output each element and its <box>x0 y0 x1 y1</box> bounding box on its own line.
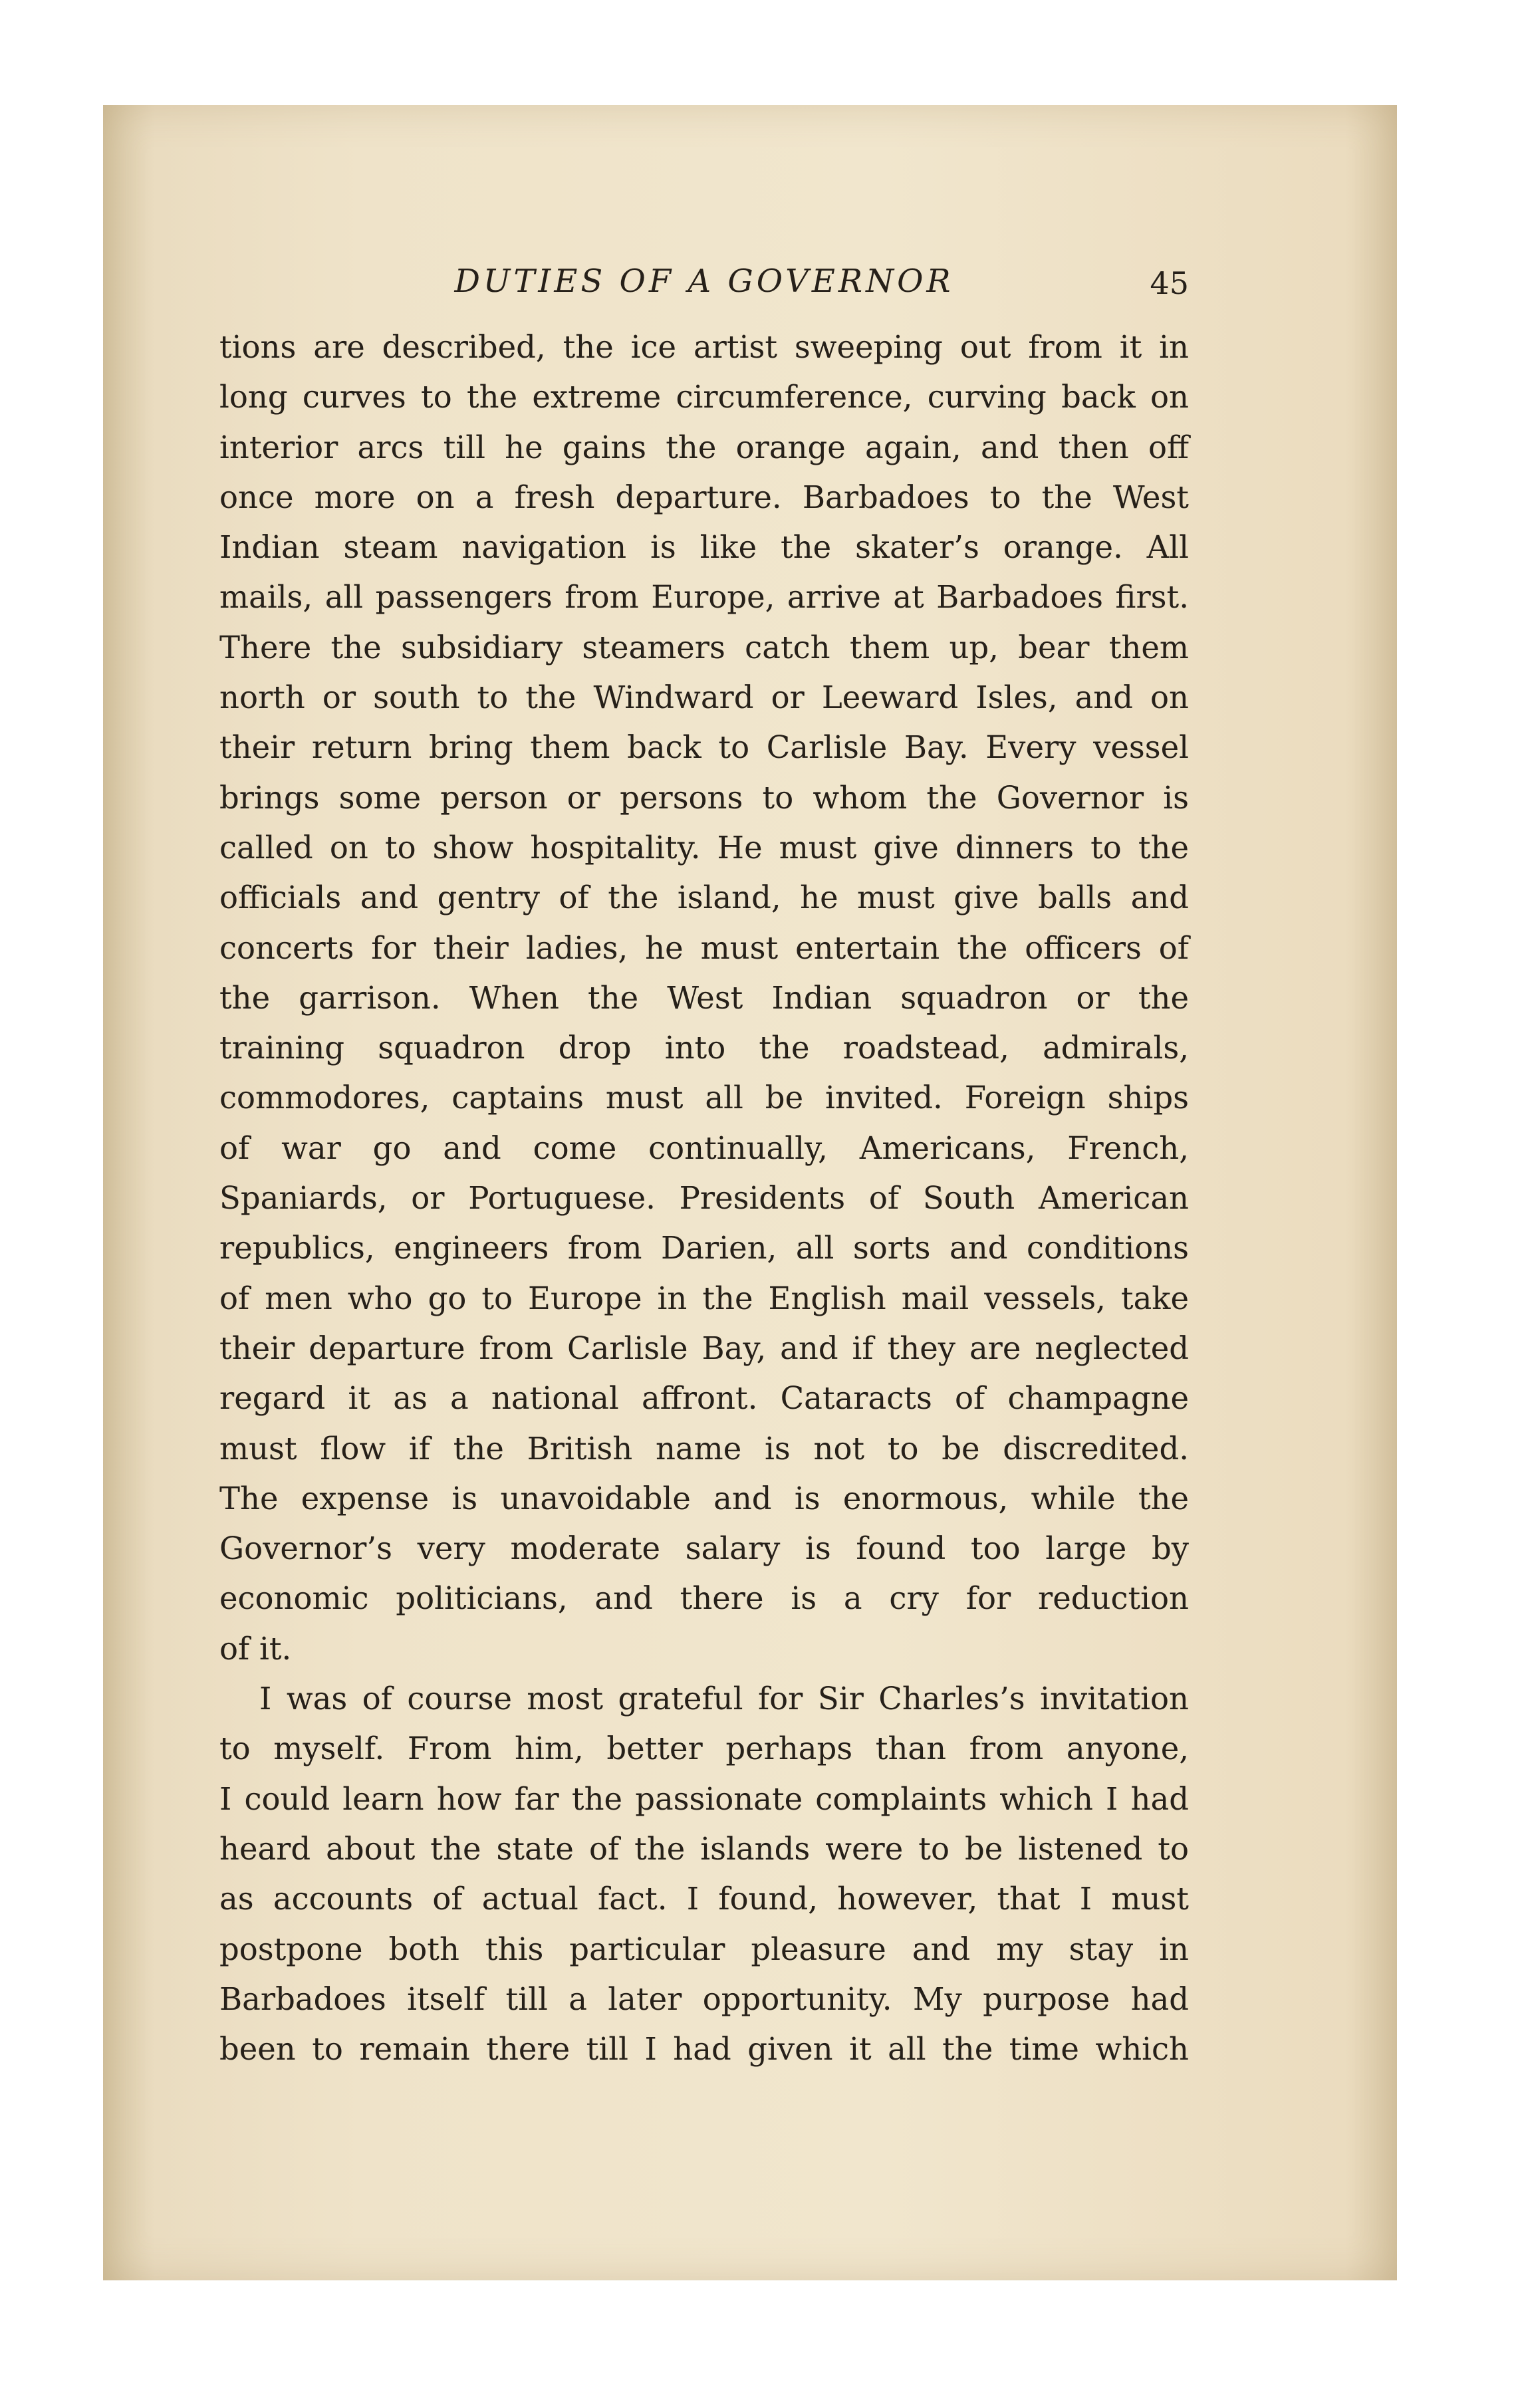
running-title: DUTIES OF A GOVERNOR <box>454 263 954 300</box>
text-line: I was of course most grateful for Sir Charles’s invitation <box>259 1681 1189 1717</box>
page-header <box>219 263 1189 322</box>
text-line: postpone both this particular pleasure and my stay in <box>219 1931 1189 1967</box>
text-line: of men who go to Europe in the English mail vessels, take <box>219 1280 1189 1316</box>
text-line: their return bring them back to Carlisle Bay. Every vessel <box>219 729 1189 766</box>
text-line: must flow if the British name is not to be discredited. <box>219 1430 1189 1467</box>
text-line: long curves to the extreme circumference, curving back on <box>219 379 1189 416</box>
text-line: regard it as a national affront. Cataracts of champagne <box>219 1380 1189 1417</box>
body-text <box>219 322 1189 2074</box>
page-number: 45 <box>1150 265 1189 301</box>
text-line: their departure from Carlisle Bay, and if they are neglected <box>219 1330 1189 1366</box>
text-line: economic politicians, and there is a cry for reduction <box>219 1580 1189 1617</box>
text-line: mails, all passengers from Europe, arrive at Barbadoes first. <box>219 579 1189 616</box>
text-line: the garrison. When the West Indian squadron or the <box>219 979 1189 1016</box>
text-line: Indian steam navigation is like the skater’s orange. All <box>219 529 1189 566</box>
text-line: Governor’s very moderate salary is found too large by <box>219 1530 1189 1567</box>
text-line: north or south to the Windward or Leeward Isles, and on <box>219 679 1189 716</box>
text-line: once more on a fresh departure. Barbadoes to the West <box>219 479 1189 515</box>
text-line: I could learn how far the passionate complaints which I had <box>219 1780 1189 1817</box>
text-line: been to remain there till I had given it all the time which <box>219 2031 1189 2068</box>
text-line: republics, engineers from Darien, all sorts and conditions <box>219 1230 1189 1266</box>
text-line: training squadron drop into the roadstead, admirals, <box>219 1030 1189 1066</box>
text-line: Spaniards, or Portuguese. Presidents of South American <box>219 1180 1189 1217</box>
text-line: as accounts of actual fact. I found, however, that I must <box>219 1881 1189 1917</box>
text-line: interior arcs till he gains the orange again, and then off <box>219 429 1189 465</box>
paragraph <box>219 1674 1189 2074</box>
text-line: Barbadoes itself till a later opportunity. My purpose had <box>219 1981 1189 2017</box>
text-line: concerts for their ladies, he must entertain the officers of <box>219 929 1189 966</box>
text-line: of war go and come continually, Americans, French, <box>219 1130 1189 1166</box>
text-line: officials and gentry of the island, he must give balls and <box>219 880 1189 916</box>
text-line: called on to show hospitality. He must give dinners to the <box>219 829 1189 866</box>
book-page <box>219 263 1189 2074</box>
text-line: commodores, captains must all be invited. Foreign ships <box>219 1080 1189 1116</box>
paragraph <box>219 322 1189 1674</box>
text-line: heard about the state of the islands were to be listened to <box>219 1830 1189 1867</box>
text-line: The expense is unavoidable and is enormous, while the <box>219 1480 1189 1516</box>
text-line: to myself. From him, better perhaps than from anyone, <box>219 1731 1189 1767</box>
text-line: tions are described, the ice artist sweeping out from it in <box>219 329 1189 365</box>
text-line: There the subsidiary steamers catch them up, bear them <box>219 629 1189 665</box>
text-line: brings some person or persons to whom the Governor is <box>219 779 1189 816</box>
text-line: of it. <box>219 1630 292 1667</box>
